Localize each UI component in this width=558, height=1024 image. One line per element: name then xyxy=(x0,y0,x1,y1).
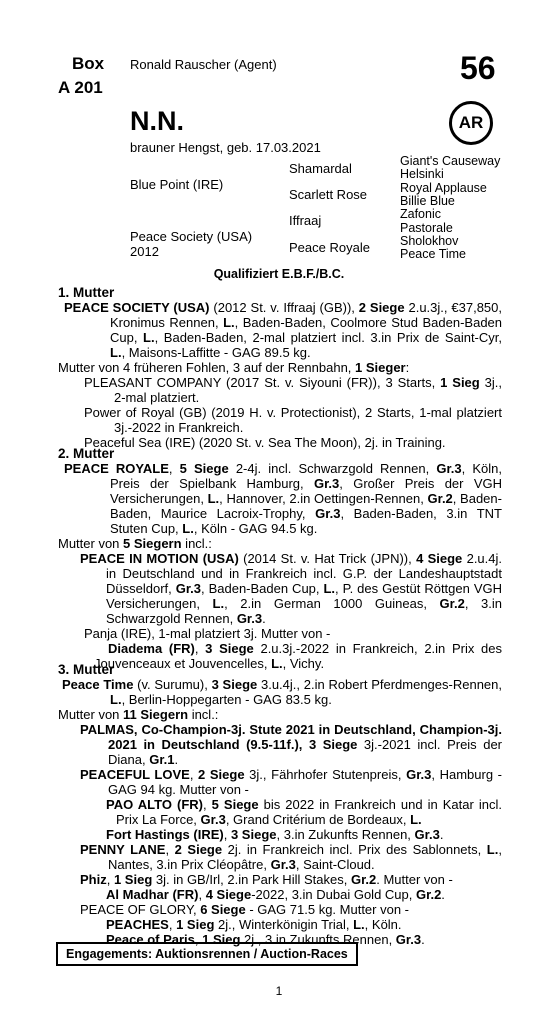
horse-description: brauner Hengst, geb. 17.03.2021 xyxy=(130,140,321,155)
pedigree-ddd: Peace Time xyxy=(400,247,467,261)
produce-intro: Mutter von 5 Siegern incl.: xyxy=(58,536,212,551)
section-second-dam xyxy=(58,446,502,671)
pedigree-sd: Scarlett Rose xyxy=(289,187,368,202)
horse-name: N.N. xyxy=(130,106,184,136)
box-label: Box xyxy=(72,54,105,73)
section-title: 1. Mutter xyxy=(58,285,115,300)
section-third-dam xyxy=(58,662,502,947)
pedigree-dam-year: 2012 xyxy=(130,244,159,259)
pedigree-sds: Royal Applause xyxy=(400,181,487,195)
box-number: A 201 xyxy=(58,78,103,97)
ar-badge-icon: AR xyxy=(449,101,493,145)
produce-entry: Peace of Paris, 1 Sieg 2j., 3.in Zukunfts Rennen, Gr.3. xyxy=(106,932,425,947)
page-number: 1 xyxy=(275,984,283,998)
pedigree-ds: Iffraaj xyxy=(289,213,322,228)
lot-number: 56 xyxy=(460,50,496,86)
dam-record: Peace Time (v. Surumu), 3 Siege 3.u.4j., 2.in Robert Pferdmenges-Rennen, L., Berlin-Hoppegarten - GAG 83.5 kg. xyxy=(62,677,502,707)
produce-entry: Panja (IRE), 1-mal platziert 3j. Mutter von - xyxy=(84,626,331,641)
produce-entry: PAO ALTO (FR), 5 Siege bis 2022 in Frankreich und in Katar incl. Prix La Force, Gr.3, Grand Critérium de Bordeaux, L. xyxy=(106,797,502,827)
pedigree-dss: Zafonic xyxy=(400,207,441,221)
pedigree-dam: Peace Society (USA) xyxy=(130,229,253,244)
produce-entry: PEACE OF GLORY, 6 Siege - GAG 71.5 kg. Mutter von - xyxy=(80,902,409,917)
produce-entry: PLEASANT COMPANY (2017 St. v. Siyouni (FR)), 3 Starts, 1 Sieg 3j., 2-mal platziert. xyxy=(84,375,502,405)
section-title: 3. Mutter xyxy=(58,662,115,677)
qualification: Qualifiziert E.B.F./B.C. xyxy=(213,267,345,281)
section-first-dam xyxy=(58,285,502,450)
pedigree-dd: Peace Royale xyxy=(289,240,370,255)
pedigree-dsd: Pastorale xyxy=(400,221,453,235)
produce-entry: Power of Royal (GB) (2019 H. v. Protectionist), 2 Starts, 1-mal platziert 3j.-2022 in Frankreich. xyxy=(84,405,502,435)
pedigree-sdd: Billie Blue xyxy=(400,194,455,208)
produce-entry: PEACE IN MOTION (USA) (2014 St. v. Hat Trick (JPN)), 4 Siege 2.u.4j. in Deutschland und in Frankreich incl. G.P. der Landeshauptstadt Düsseldorf, Gr.3, Baden-Baden Cup, L., P. des Gestüt Röttgen VGH Versicherungen, L., 2.in German 1000 Guineas, Gr.2, 3.in Schwarzgold Rennen, Gr.3. xyxy=(80,551,502,626)
engagements-box: Engagements: Auktionsrennen / Auction-Races xyxy=(56,942,358,966)
produce-entry: Phiz, 1 Sieg 3j. in GB/Irl, 2.in Park Hill Stakes, Gr.2. Mutter von - xyxy=(80,872,453,887)
produce-entry: PEACEFUL LOVE, 2 Siege 3j., Fährhofer Stutenpreis, Gr.3, Hamburg - GAG 94 kg. Mutter von - xyxy=(80,767,502,797)
pedigree-ssd: Helsinki xyxy=(400,167,444,181)
pedigree-ss: Shamardal xyxy=(289,161,352,176)
pedigree-dds: Sholokhov xyxy=(400,234,459,248)
pedigree-sire: Blue Point (IRE) xyxy=(130,177,224,192)
produce-entry: PENNY LANE, 2 Siege 2j. in Frankreich incl. Prix des Sablonnets, L., Nantes, 3.in Prix Cléopâtre, Gr.3, Saint-Cloud. xyxy=(80,842,502,872)
produce-entry: Al Madhar (FR), 4 Siege-2022, 3.in Dubai Gold Cup, Gr.2. xyxy=(106,887,445,902)
produce-entry: PEACHES, 1 Sieg 2j., Winterkönigin Trial, L., Köln. xyxy=(106,917,402,932)
produce-intro: Mutter von 11 Siegern incl.: xyxy=(58,707,219,722)
pedigree-sss: Giant's Causeway xyxy=(400,154,501,168)
produce-entry: Diadema (FR), 3 Siege 2.u.3j.-2022 in Frankreich, 2.in Prix des Jouvenceaux et Jouvencelles, L., Vichy. xyxy=(94,641,502,671)
agent-name: Ronald Rauscher (Agent) xyxy=(130,57,277,72)
section-title: 2. Mutter xyxy=(58,446,115,461)
dam-record: PEACE SOCIETY (USA) (2012 St. v. Iffraaj (GB)), 2 Siege 2.u.3j., €37,850, Kronimus Rennen, L., Baden-Baden, Coolmore Stud Baden-Baden Cup, L., Baden-Baden, 2-mal platziert incl. 3.in Prix de Saint-Cyr, L., Maisons-Laffitte - GAG 89.5 kg. xyxy=(64,300,503,360)
dam-record: PEACE ROYALE, 5 Siege 2-4j. incl. Schwarzgold Rennen, Gr.3, Köln, Preis der Spielbank Hamburg, Gr.3, Großer Preis der VGH Versicherungen, L., Hannover, 2.in Oettingen-Rennen, Gr.2, Baden-Baden, Maurice Lacroix-Trophy, Gr.3, Baden-Baden, 3.in TNT Stuten Cup, L., Köln - GAG 94.5 kg. xyxy=(64,461,503,536)
produce-entry: PALMAS, Co-Champion-3j. Stute 2021 in Deutschland, Champion-3j. 2021 in Deutschland (9.5-11f.), 3 Siege 3j.-2021 incl. Preis der Diana, Gr.1. xyxy=(80,722,503,767)
produce-entry: Fort Hastings (IRE), 3 Siege, 3.in Zukunfts Rennen, Gr.3. xyxy=(106,827,444,842)
produce-entry: Peaceful Sea (IRE) (2020 St. v. Sea The Moon), 2j. in Training. xyxy=(84,435,446,450)
produce-intro: Mutter von 4 früheren Fohlen, 3 auf der Rennbahn, 1 Sieger: xyxy=(58,360,410,375)
